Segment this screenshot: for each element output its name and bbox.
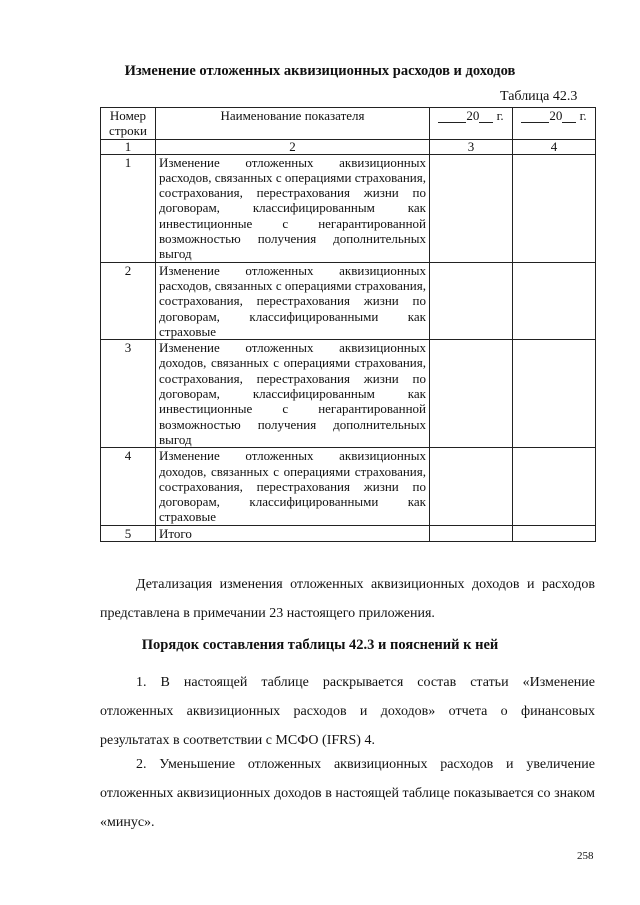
row-value-col4 — [513, 154, 596, 262]
header-year-column-3 — [430, 108, 513, 140]
year-suffix: г. — [496, 108, 504, 123]
row-indicator-name: Изменение отложенных аквизиционных доходов, связанных с операциями страхования, сострахования, перестрахования жизни по договорам, классифицированным как инвестиционные с негарантированной возможностью получения дополнительных выгод — [156, 340, 430, 448]
table-row — [101, 262, 596, 339]
row-value-col3 — [430, 340, 513, 448]
year-value: 20 — [549, 108, 563, 123]
table-row — [101, 448, 596, 525]
column-index-row — [101, 139, 596, 154]
table-row — [101, 340, 596, 448]
year-blank-line — [438, 109, 466, 123]
column-index: 1 — [101, 139, 156, 154]
header-year-column-4 — [513, 108, 596, 140]
column-index: 3 — [430, 139, 513, 154]
section-heading: Порядок составления таблицы 42.3 и пояснений к ней — [141, 637, 499, 653]
header-row-number: Номер строки — [101, 108, 156, 140]
year-suffix: г. — [579, 108, 587, 123]
row-number: 1 — [101, 154, 156, 262]
year-value: 20 — [466, 108, 480, 123]
row-number: 5 — [101, 525, 156, 541]
row-indicator-name: Изменение отложенных аквизиционных расходов, связанных с операциями страхования, сострахования, перестрахования жизни по договорам, классифицированным как инвестиционные с негарантированной возможностью получения дополнительных выгод — [156, 154, 430, 262]
row-value-col4 — [513, 448, 596, 525]
row-number: 2 — [101, 262, 156, 339]
row-indicator-name: Изменение отложенных аквизиционных доходов, связанных с операциями страхования, сострахования, перестрахования жизни по договорам, классифицированными как страховые — [156, 448, 430, 525]
row-value-col4 — [513, 525, 596, 541]
row-value-col3 — [430, 262, 513, 339]
row-indicator-name: Изменение отложенных аквизиционных расходов, связанных с операциями страхования, сострахования, перестрахования жизни по договорам, классифицированными как страховые — [156, 262, 430, 339]
row-value-col4 — [513, 262, 596, 339]
page-number: 258 — [577, 850, 594, 862]
table-number-label: Таблица 42.3 — [500, 89, 578, 104]
header-indicator-name: Наименование показателя — [156, 108, 430, 140]
row-value-col4 — [513, 340, 596, 448]
row-number: 3 — [101, 340, 156, 448]
row-indicator-name: Итого — [156, 525, 430, 541]
year-blank-line — [479, 109, 493, 123]
paragraph-2: 2. Уменьшение отложенных аквизиционных расходов и увеличение отложенных аквизиционных доходов в настоящей таблице показывается со знаком «минус». — [100, 757, 595, 830]
column-index: 2 — [156, 139, 430, 154]
row-value-col3 — [430, 525, 513, 541]
table-row — [101, 154, 596, 262]
table-header-row — [101, 108, 596, 140]
row-value-col3 — [430, 448, 513, 525]
year-blank-line — [521, 109, 549, 123]
table-row-total — [101, 525, 596, 541]
year-blank-line — [562, 109, 576, 123]
row-number: 4 — [101, 448, 156, 525]
document-title: Изменение отложенных аквизиционных расходов и доходов — [124, 63, 516, 79]
indicators-table — [100, 107, 596, 542]
detail-paragraph: Детализация изменения отложенных аквизиционных доходов и расходов представлена в примечании 23 настоящего приложения. — [100, 577, 595, 621]
paragraph-1: 1. В настоящей таблице раскрывается состав статьи «Изменение отложенных аквизиционных расходов и доходов» отчета о финансовых результатах в соответствии с МСФО (IFRS) 4. — [100, 675, 595, 748]
row-value-col3 — [430, 154, 513, 262]
column-index: 4 — [513, 139, 596, 154]
